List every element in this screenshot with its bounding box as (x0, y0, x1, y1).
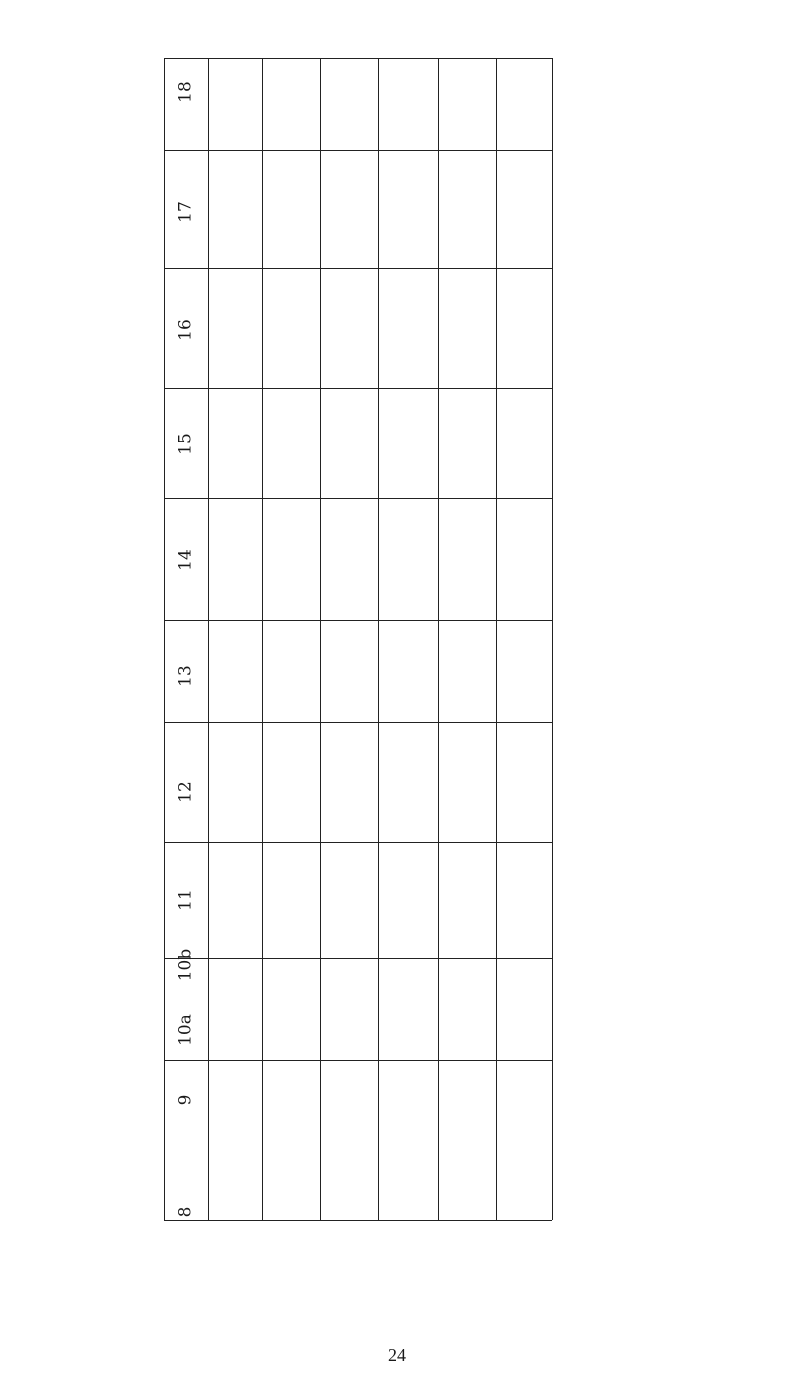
table-left-rule (164, 58, 165, 1220)
row-rule (164, 498, 552, 499)
column-number: 16 (175, 319, 196, 341)
column-rule (320, 58, 321, 1220)
column-number: 13 (175, 665, 196, 687)
row-rule (164, 1220, 552, 1221)
column-number: 12 (175, 781, 196, 803)
row-rule (164, 1060, 552, 1061)
row-rule (164, 958, 552, 959)
column-rule (552, 58, 553, 1220)
column-number: 14 (175, 549, 196, 571)
column-number: 10a (175, 1014, 196, 1046)
column-rule (438, 58, 439, 1220)
row-rule (164, 620, 552, 621)
column-rule (496, 58, 497, 1220)
column-number: 17 (175, 201, 196, 223)
row-rule (164, 722, 552, 723)
row-rule (164, 150, 552, 151)
row-rule (164, 388, 552, 389)
page-number: 24 (388, 1345, 406, 1365)
column-number: 10b (175, 948, 196, 982)
column-rule (208, 58, 209, 1220)
column-number: 18 (175, 81, 196, 103)
column-number: 15 (175, 433, 196, 455)
row-rule (164, 58, 552, 59)
column-rule (378, 58, 379, 1220)
row-rule (164, 842, 552, 843)
row-rule (164, 268, 552, 269)
column-rule (262, 58, 263, 1220)
column-number: 11 (175, 889, 196, 911)
column-number: 8 (175, 1206, 196, 1218)
column-number: 9 (175, 1094, 196, 1106)
